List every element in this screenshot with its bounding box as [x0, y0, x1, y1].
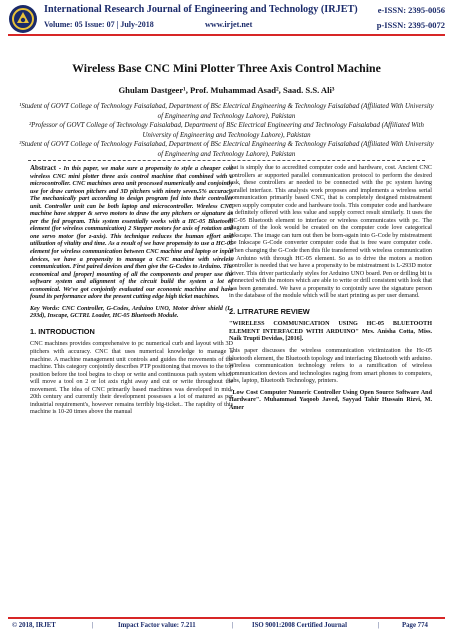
- intro-heading: 1. INTRODUCTION: [30, 326, 95, 336]
- header-rule: [8, 34, 445, 36]
- reference-1-title: "WIRELESS COMMUNICATION USING HC-05 BLUETOOTH ELEMENT INTERFACED WITH ARDUINO" Mrs. Anisha Cotta, Miss. Naik Trupti Devidas, [2016].: [229, 321, 432, 343]
- footer-separator: |: [232, 622, 234, 629]
- p-issn: p-ISSN: 2395-0072: [376, 20, 445, 30]
- page-footer: [0, 617, 453, 640]
- keywords: Key Words: CNC Controller, G-Codes, Arduino UNO, Motor driver shield (L-293d), Inscape, GCTRL Loader, HC-05 Bluetooth Module.: [30, 305, 233, 320]
- footer-copyright: © 2018, IRJET: [12, 622, 56, 629]
- section-separator: [28, 160, 425, 161]
- journal-header: [0, 0, 453, 40]
- footer-rule: [8, 617, 445, 619]
- abstract-label: Abstract -: [30, 164, 62, 172]
- abstract-text: In this paper, we make sure a propensity to style a cheaper cost wireless CNC mini plotter three axis control machine that combined with a microcontroller. CNC machines area unit processed numerically and conjointly use for draw cartoon pitchers and 3D pitchers with ninety seven.5% accuracy. The mechanically part according to design program fed into their controller unit. Controller unit can be both laptop and microcontroller. Wireless CNC machine have stepper & servo motors to draw the any pitchers or signature as per the fed program. This system essentially works with a HC-05 Bluetooth element (for wireless communication) 2 Stepper motors for axis of rotation and one servo motor (for z-axis). This technique reduces the human effort and utilization of vitality and time. As a result of we have propensity to use a HC-05 element for wireless communication between CNC machine and laptop or input devices, we have a propensity to manage a CNC machine with wireless communication. First paired devices and then give the G-Codes to Arduino. The economical and [proper] mounting of all the components and proper use the software system and alignment of the circuit build the system a lot of economical. We've got conjointly evaluated our economic machine and have found its performance adore the present cutting edge high ticket machines.: [30, 166, 233, 301]
- e-issn: e-ISSN: 2395-0056: [377, 5, 445, 15]
- footer-page-number: Page 774: [402, 622, 428, 629]
- reference-1-text: This paper discusses the wireless communication victimization the Hc-05 bluetooth element, the Bluetooth topology and interfacing Bluetooth with arduino. Wireless communication technology refers to a ramification of wireless communication devices and technologies raging from smart phones to computers, tabs, laptop, Bluetooth Technology, printers.: [229, 348, 432, 385]
- abstract: [30, 165, 233, 302]
- journal-website[interactable]: www.irjet.net: [205, 20, 253, 29]
- affiliation-3: ³Student of GOVT College of Technology Faisalabad, Department of BSc Electrical Engineering & Technology Faisalabad (Affiliated With University of Engineering and Technology Lahore), Pakistan: [19, 141, 434, 158]
- paper-authors: Ghulam Dastgeer¹, Prof. Muhammad Asad², Saad. S.S. Ali³: [118, 85, 335, 95]
- right-column: [229, 165, 432, 416]
- footer-impact-factor: Impact Factor value: 7.211: [118, 622, 196, 629]
- affiliation-2: ²Professor of GOVT College of Technology Faisalabad, Department of BSc Electrical Engineering and Technology Faisalabad (Affiliated With University of Engineering and Technology Lahore), Pakistan: [29, 122, 424, 139]
- footer-separator: |: [92, 622, 94, 629]
- literature-heading: 2. LITRATURE REVIEW: [229, 306, 310, 316]
- intro-continued: that is simply due to accredited computer code and hardware, cost. Ancient CNC controllers ar supported parallel communication protocol to perform the desired task, these controllers ar needed to be connected with the pc system having parallel interface. This analysis work proposes and implements a wireless serial communication primarily based CNC, that is completely designed mistreatment open supply computer code and hardware tools. This computer code and hardware is definitely offered with less value and supply correct result similarly. It uses the HC-05 Bluetooth element to interface or wireless communicates with pc. The diagram of the look would be created on the computer code love categorical Inkscape. The image can turn out then be born-again into G-Code by mistreatment the Inkscape G-Code converter computer code that is free ware computer code. When changing the G-Code then this file transferred with wireless communication to Arduino with through HC-05 element. So as to drive the motors a motion controller is needed that we have a propensity to be mistreatment is L-293D motor driver. This driver particularly styles for Arduino UNO board. Pen or drilling bit is connected with the motors which are able to write or drill consistent with look that has been generated. We have a propensity to conjointly save the signature person in the database of the module which will be start printing as per user demand.: [229, 165, 432, 300]
- issue-info: Volume: 05 Issue: 07 | July-2018: [44, 20, 154, 29]
- affiliation-1: ¹Student of GOVT College of Technology Faisalabad, Department of BSc Electrical Engineering & Technology Faisalabad (Affiliated With University of Engineering and Technology Lahore), Pakistan: [19, 103, 434, 120]
- irjet-logo-icon: [8, 4, 38, 34]
- footer-separator: |: [378, 622, 380, 629]
- intro-text: CNC machines provides comprehensive to pc numerical curb and layout with 3D pitchers with accuracy. CNC that uses numerical knowledge to manage a machine. A machine management unit controls and guides the movements of the machine. This category conjointly describes PTP positioning that moves to the top position before the tool begins to chop or write and continuous path system which will move a tool on 2 or lot axis right away and cut or write throughout the movement. The idea of CNC primarily based machines was developed in mid-20th century and currently their development possesses a lot of matured as per industrial requirement's, however remains terribly big-ticket.. The rapidity of this machine is 10-20 times above the manual: [30, 341, 233, 416]
- paper-title: Wireless Base CNC Mini Plotter Three Axis Control Machine: [72, 61, 381, 75]
- journal-title: International Research Journal of Engineering and Technology (IRJET): [44, 4, 358, 15]
- footer-iso: ISO 9001:2008 Certified Journal: [252, 622, 347, 629]
- left-column: [30, 165, 233, 421]
- reference-2-title: "Low Cost Computer Numeric Controller Using Open Source Software And Hardware". Muhammad Yaqoob Javed, Sayyad Tahir Hussain Rizvi, M. Amer: [229, 389, 432, 411]
